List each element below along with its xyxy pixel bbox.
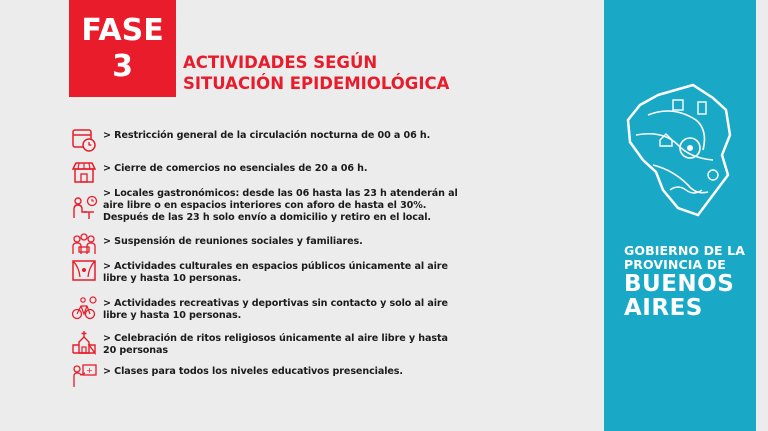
list-item-text: > Restricción general de la circulación nocturna de 00 a 06 h. bbox=[103, 130, 431, 141]
theater-icon bbox=[70, 257, 98, 285]
list-item-text: > Celebración de ritos religiosos únicamente al aire libre y hasta 20 personas bbox=[103, 333, 448, 357]
list-item bbox=[70, 333, 463, 357]
bicycle-sports-icon bbox=[70, 294, 98, 322]
teacher-icon bbox=[70, 362, 98, 390]
svg-text:+: + bbox=[86, 366, 93, 375]
title-line-2: SITUACIÓN EPIDEMIOLÓGICA bbox=[183, 74, 450, 93]
list-item-text: > Actividades culturales en espacios públicos únicamente al aire libre y hasta 10 personas. bbox=[103, 261, 448, 285]
fase-label: FASE bbox=[81, 12, 164, 48]
list-item bbox=[70, 298, 463, 322]
church-icon bbox=[70, 329, 98, 357]
list-item-text: > Suspensión de reuniones sociales y familiares. bbox=[103, 236, 363, 247]
fase-badge bbox=[69, 0, 176, 97]
brand-line-3: BUENOS bbox=[624, 271, 735, 297]
brand-line-2: PROVINCIA DE bbox=[624, 257, 726, 272]
brand-logo-text bbox=[624, 244, 745, 320]
list-item-text: > Clases para todos los niveles educativos presenciales. bbox=[103, 366, 403, 377]
restaurant-clock-icon bbox=[70, 194, 98, 222]
right-margin bbox=[756, 0, 768, 431]
list-item bbox=[70, 163, 463, 187]
calendar-clock-icon bbox=[70, 126, 98, 154]
fase-number: 3 bbox=[112, 48, 133, 84]
list-item bbox=[70, 130, 463, 154]
brand-line-4: AIRES bbox=[624, 295, 703, 321]
brand-line-1: GOBIERNO DE LA bbox=[624, 243, 745, 258]
list-item bbox=[70, 188, 463, 225]
list-item-text: > Cierre de comercios no esenciales de 20 a 06 h. bbox=[103, 163, 368, 174]
list-item bbox=[70, 366, 463, 390]
store-icon bbox=[70, 159, 98, 187]
page-title bbox=[183, 52, 449, 94]
list-item bbox=[70, 236, 463, 260]
list-item bbox=[70, 261, 463, 285]
people-meeting-icon bbox=[70, 232, 98, 260]
title-line-1: ACTIVIDADES SEGÚN bbox=[183, 53, 378, 72]
list-item-text: > Actividades recreativas y deportivas sin contacto y solo al aire libre y hasta 10 personas. bbox=[103, 298, 448, 322]
province-map-icon bbox=[618, 80, 748, 230]
list-item-text: > Locales gastronómicos: desde las 06 hasta las 23 h atenderán al aire libre o en espacios interiores con aforo de hasta el 30%. Después de las 23 h solo envío a domicilio y retiro en el local. bbox=[103, 188, 458, 224]
